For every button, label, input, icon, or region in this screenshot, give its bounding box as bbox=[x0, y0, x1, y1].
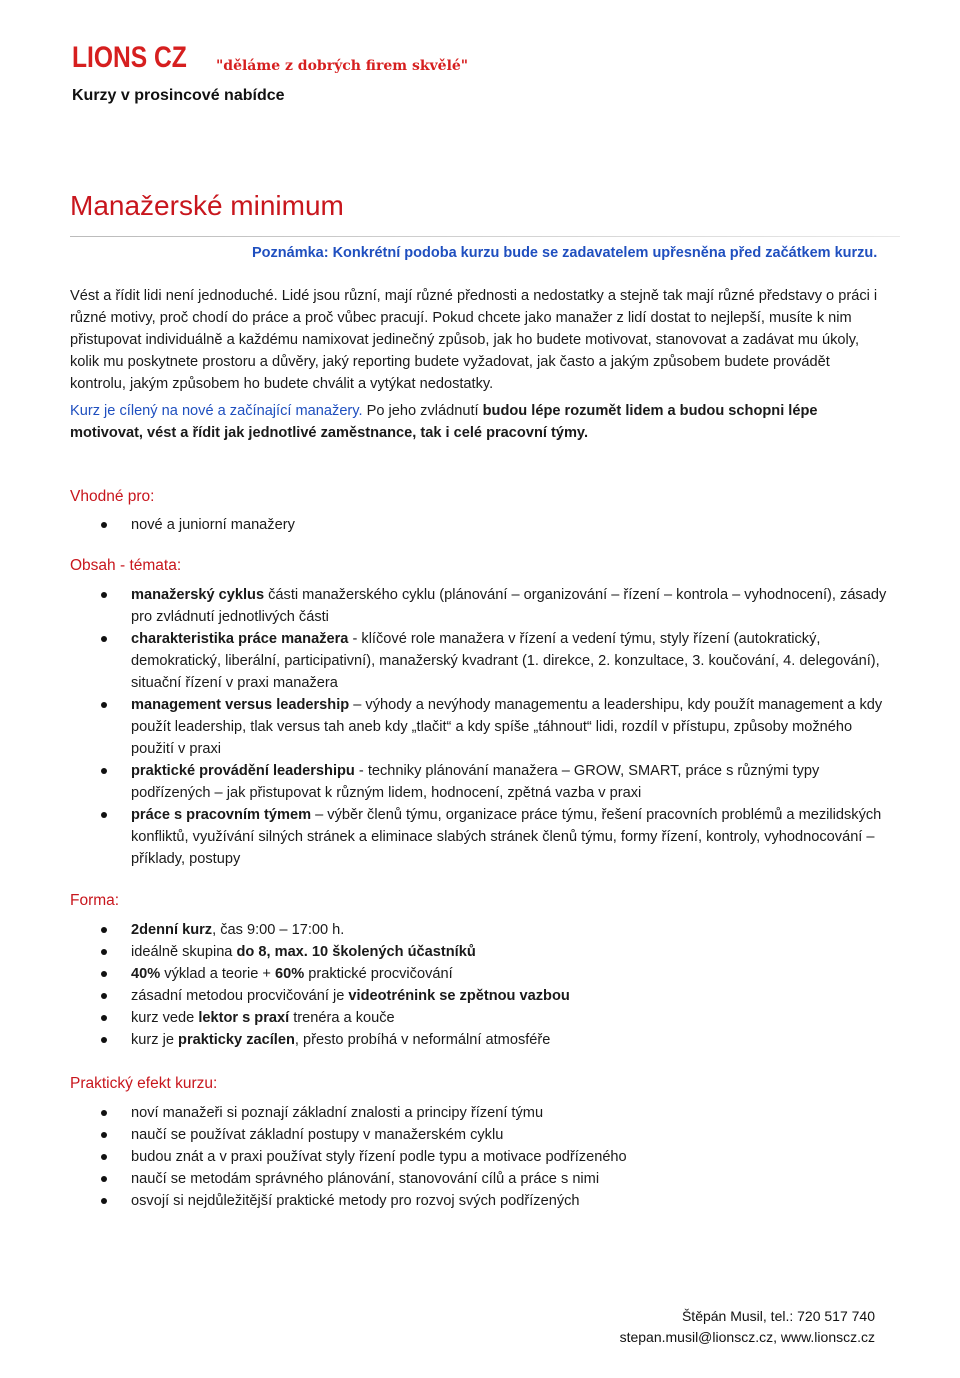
contact-web-line: stepan.musil@lionscz.cz, www.lionscz.cz bbox=[619, 1329, 875, 1345]
item-topic: práce s pracovním týmem bbox=[131, 807, 312, 823]
intro-paragraph-1: Vést a řídit lidi není jednoduché. Lidé jsou různí, mají různé přednosti a nedostatky a stejně tak mají různé představy o práci i různé motivy, proč chodí do práce a proč vůbec pracují. Pokud chcete jako manažer z lidí dostat to nejlepší, musíte k nim přistupovat individuálně a každému namixovat jedinečný způsob, jak ho budete motivovat, stanovovat a zadávat mu úkoly, kolik mu poskytnete prostoru a důvěry, jaký reporting budete vyžadovat, jak často a jakým způsobem budete provádět kontrolu, jakým způsobem ho budete chválit a vytýkat nedostatky. bbox=[70, 288, 878, 392]
item-topic: manažerský cyklus bbox=[131, 587, 265, 603]
intro-text bbox=[70, 285, 885, 449]
logo-text: LIONS CZ bbox=[72, 41, 187, 74]
list-vhodne bbox=[70, 514, 890, 536]
list-item bbox=[70, 760, 890, 804]
intro-paragraph-2 bbox=[70, 400, 885, 444]
list-item: kurz vede lektor s praxí trenéra a kouče bbox=[70, 1007, 890, 1029]
section-heading-vhodne: Vhodné pro: bbox=[70, 488, 155, 505]
item-detail: – výhody a nevýhody managementu a leadershipu, kdy použít management a kdy použít leadership, tlak versus tah aneb kdy „tlačit“ a kdy spíše „táhnout“ lidi, rozdíl v přístupu, způsoby možného použití v praxi bbox=[131, 697, 883, 757]
list-item: 40% výklad a teorie + 60% praktické procvičování bbox=[70, 963, 890, 985]
list-item: zásadní metodou procvičování je videotrénink se zpětnou vazbou bbox=[70, 985, 890, 1007]
item-topic: charakteristika práce manažera bbox=[131, 631, 349, 647]
list-item: 2denní kurz, čas 9:00 – 17:00 h. bbox=[70, 919, 890, 941]
section-heading-obsah: Obsah - témata: bbox=[70, 557, 182, 574]
intro-outcome: budou lépe rozumět lidem a budou schopni lépe motivovat, vést a řídit jak jednotlivé zaměstnance, tak i celé pracovní týmy. bbox=[70, 403, 818, 441]
list-forma bbox=[70, 919, 890, 1051]
intro-connector: Po jeho zvládnutí bbox=[362, 403, 483, 419]
list-obsah bbox=[70, 584, 890, 870]
list-item: noví manažeři si poznají základní znalosti a principy řízení týmu bbox=[70, 1102, 890, 1124]
list-item: naučí se metodám správného plánování, stanovování cílů a práce s nimi bbox=[70, 1168, 890, 1190]
item-topic: management versus leadership bbox=[131, 697, 350, 713]
item-detail: části manažerského cyklu (plánování – organizování – řízení – kontrola – vyhodnocení), zásady pro zvládnutí jednotlivých části bbox=[131, 587, 887, 625]
list-item: naučí se používat základní postupy v manažerském cyklu bbox=[70, 1124, 890, 1146]
section-heading-efekt: Praktický efekt kurzu: bbox=[70, 1075, 218, 1092]
list-item: osvojí si nejdůležitější praktické metody pro rozvoj svých podřízených bbox=[70, 1190, 890, 1212]
item-detail: - techniky plánování manažera – GROW, SMART, práce s různými typy podřízených – jak přistupovat k různým lidem, hodnocení, zpětná vazba v praxi bbox=[131, 763, 820, 801]
section-heading-forma: Forma: bbox=[70, 892, 120, 909]
page-title: Manažerské minimum bbox=[70, 190, 344, 221]
list-item: budou znát a v praxi používat styly řízení podle typu a motivace podřízeného bbox=[70, 1146, 890, 1168]
contact-phone-line: Štěpán Musil, tel.: 720 517 740 bbox=[681, 1308, 875, 1324]
item-detail: – výběr členů týmu, organizace práce týmu, řešení pracovních problémů a mezilidských konfliktů, využívání silných stránek a eliminace slabých stránek členů týmu, formy řízení, kontroly, vyhodnocování – příklady, postupy bbox=[131, 807, 882, 867]
title-divider bbox=[70, 236, 900, 237]
list-item bbox=[70, 804, 890, 870]
slogan: "děláme z dobrých firem skvělé" bbox=[216, 58, 469, 74]
header-subtitle: Kurzy v prosincové nabídce bbox=[72, 87, 285, 104]
list-item: ideálně skupina do 8, max. 10 školených účastníků bbox=[70, 941, 890, 963]
list-efekt bbox=[70, 1102, 890, 1212]
brand-logo bbox=[72, 40, 212, 76]
list-item bbox=[70, 584, 890, 628]
item-detail: - klíčové role manažera v řízení a vedení týmu, styly řízení (autokratický, demokratický, liberální, participativní), manažerský kvadrant (1. direkce, 2. konzultace, 3. koučování, 4. delegování), situační řízení v praxi manažera bbox=[131, 631, 880, 691]
list-item bbox=[70, 694, 890, 760]
contact-footer bbox=[620, 1306, 875, 1348]
list-item: kurz je prakticky zacílen, přesto probíhá v neformální atmosféře bbox=[70, 1029, 890, 1051]
list-item bbox=[70, 628, 890, 694]
target-audience-text: Kurz je cílený na nové a začínající manažery. bbox=[70, 403, 363, 419]
item-topic: praktické provádění leadershipu bbox=[131, 763, 355, 779]
note-text: Poznámka: Konkrétní podoba kurzu bude se zadavatelem upřesněna před začátkem kurzu. bbox=[252, 245, 878, 261]
list-item: nové a juniorní manažery bbox=[70, 514, 890, 536]
